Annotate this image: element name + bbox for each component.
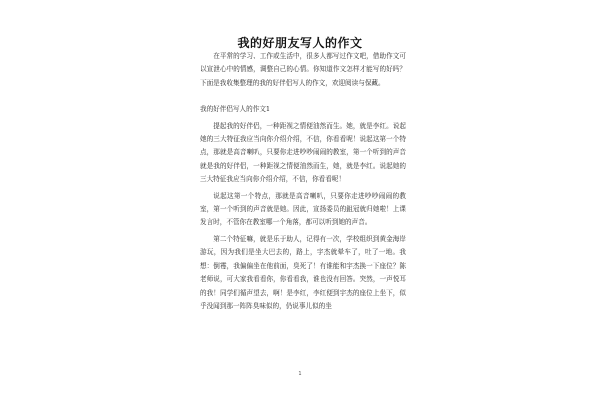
body-paragraph-3: 第二个特征嘛，就是乐于助人，记得有一次，学校组织到黄金海岸游玩，因为我们是坐大巴去的，路上，宇杰就晕车了，吐了一地。我想：倒霉，我偏偏坐在他前面，臭死了！有谁能和宇杰换一下座位？陈老师说，可大家我看看你，你看看我，谁也没有回答。突然，一声悦耳的我！同学们循声望去，啊！是李红，李红便到宇杰的座位上坐下，似乎没闻到那一阵阵臭味似的，仍说事儿似的坐 <box>200 234 406 310</box>
document-title: 我的好朋友写人的作文 <box>237 36 363 50</box>
body-paragraph-1: 提起我的好伴侣，一种距视之情便油然而生。她，就是李红。说起她的三大特征我应当向你介绍介绍，不信，你看看呢！说起这第一个特点，那就是高音喇叭，只要你走进吵吵闹闹的教室，第一个听到的声音就是我的好伴侣，一种距视之情便油然而生，她，就是李红。说起她的三大特征我应当向你介绍介绍，不信，你看看呢！ <box>200 121 406 184</box>
intro-paragraph: 在平常的学习、工作或生活中，很多人都写过作文吧，借助作文可以宣泄心中的情感，调整自己的心情。你知道作文怎样才能写的好吗？下面是我收集整理的我的好伴侣写人的作文，欢迎阅读与保藏。 <box>200 52 406 87</box>
document-body <box>200 50 406 313</box>
body-paragraph-2: 说起这第一个特点，那就是高音喇叭，只要你走进吵吵闹闹的教室，第一个听到的声音就是她。因此，宣扬委员的鉏冠就归她啦！上课发言时，不管你在教室哪一个角落，都可以听到她的声音。 <box>200 191 406 227</box>
section-heading: 我的好伴侣写人的作文1 <box>200 105 271 114</box>
page-number: 1 <box>298 371 302 377</box>
